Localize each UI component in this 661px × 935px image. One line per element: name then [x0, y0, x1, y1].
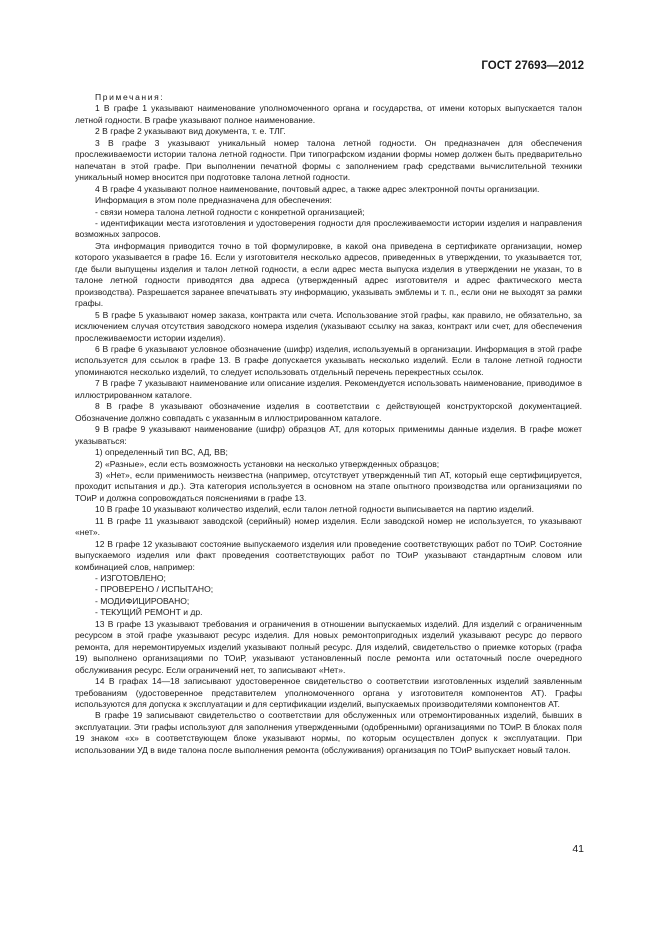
note-paragraph: 6 В графе 6 указывают условное обозначение (шифр) изделия, используемый в организации. Информация в этой графе используется для ссылок в графе 13. В графе допускается указывать несколько изделий. Если в талоне летной годности упоминаются несколько изделий, то следует использовать отдельный перечень перекрестных ссылок. — [75, 343, 582, 377]
note-paragraph: 10 В графе 10 указывают количество изделий, если талон летной годности выписывается на партию изделий. — [95, 504, 534, 515]
page-number: 41 — [572, 843, 584, 855]
note-list-item: - МОДИФИЦИРОВАНО; — [95, 595, 190, 606]
note-paragraph: 12 В графе 12 указывают состояние выпускаемого изделия или проведение соответствующих работ по ТОиР. Состояние выпускаемого изделия или факт проведения соответствующих работ по ТОиР указывают стандартным словом или комбинацией слов, например: — [75, 538, 582, 572]
notes-body — [75, 92, 582, 756]
note-list-item: 1) определенный тип ВС, АД, ВВ; — [95, 447, 228, 458]
note-paragraph: 1 В графе 1 указывают наименование уполномоченного органа и государства, от имени которых выпускается талон летной годности. В графе указывают полное наименование. — [75, 103, 582, 125]
note-paragraph: Информация в этом поле предназначена для обеспечения: — [95, 195, 332, 206]
note-list-item: - связи номера талона летной годности с конкретной организацией; — [95, 206, 365, 217]
note-paragraph: 8 В графе 8 указывают обозначение изделия в соответствии с действующей конструкторской документацией. Обозначение должно совпадать с указанным в иллюстрированном каталоге. — [75, 401, 582, 423]
note-paragraph: 2 В графе 2 указывают вид документа, т. е. ТЛГ. — [95, 126, 286, 137]
standard-code: ГОСТ 27693—2012 — [481, 60, 584, 72]
note-paragraph: 4 В графе 4 указывают полное наименование, почтовый адрес, а также адрес электронной почты организации. — [95, 183, 540, 194]
note-paragraph: 11 В графе 11 указывают заводской (серийный) номер изделия. Если заводской номер не используется, то указывают «нет». — [75, 515, 582, 538]
note-paragraph: 9 В графе 9 указывают наименование (шифр) образцов АТ, для которых применимы данные изделия. В графе может указываться: — [75, 424, 582, 446]
note-list-item: 2) «Разные», если есть возможность установки на несколько утвержденных образцов; — [95, 458, 440, 469]
note-list-item: - ПРОВЕРЕНО / ИСПЫТАНО; — [95, 584, 214, 595]
note-list-item: - ИЗГОТОВЛЕНО; — [95, 573, 166, 584]
note-paragraph: 5 В графе 5 указывают номер заказа, контракта или счета. Использование этой графы, как правило, не обязательно, за исключением случая отсутствия заводского номера изделия (указывают ссылку на заказ, контракт или счет, для обеспечения прослеживаемости истории изделия). — [75, 309, 582, 343]
note-paragraph: Эта информация приводится точно в той формулировке, в какой она приведена в сертификате организации, номер которого указывается в графе 16. Если у изготовителя несколько адресов, приведенных в утверждении, то указывается тот, где были выпущены изделия и талон летной годности, а если адрес места выпуска изделия в утверждении не указан, то в талоне летной годности приводятся два адреса (утвержденный адрес изготовителя и адрес фактического места производства). Разрешается заранее впечатывать эту информацию, указывать эмблемы и т. п., если они не выходят за рамки графы. — [75, 240, 582, 309]
note-paragraph: 14 В графах 14—18 записывают удостоверенное свидетельство о соответствии изготовленных изделий заявленным требованиям (удостоверенное представителем уполномоченного органа у изготовителя компонентов АТ). Графы используются для допуска к эксплуатации и для сертификации изделий, выпускаемых производителями компонентов АТ. — [75, 676, 582, 710]
note-list-item: - идентификации места изготовления и удостоверения годности для прослеживаемости истории изделия и направления возможных запросов. — [75, 217, 582, 240]
note-paragraph: 7 В графе 7 указывают наименование или описание изделия. Рекомендуется использовать наименование, приводимое в иллюстрированном каталоге. — [75, 378, 582, 400]
note-paragraph: 13 В графе 13 указывают требования и ограничения в отношении выпускаемых изделий. Для изделий с ограниченным ресурсом в этой графе указывают ресурс изделия. Для новых ремонтопригодных изделий указывают ресурс до первого ремонта, для неремонтируемых изделий указывают полный ресурс. Для изделий, свидетельство о приемке которых (графа 19) выполнено организациями по ТОиР, указывают установленный после ремонта или остаточный после очередного обслуживания ресурс. Если ограничений нет, то записывают «Нет». — [75, 618, 582, 675]
note-list-item: 3) «Нет», если применимость неизвестна (например, отсутствует утвержденный тип АТ, который еще сертифицируется, проходит испытания и др.). Эта категория используется в основном на этапе опытного производства или организациями по ТОиР и должна сопровождаться пояснениями в графе 13. — [75, 469, 582, 503]
note-list-item: - ТЕКУЩИЙ РЕМОНТ и др. — [95, 607, 203, 618]
notes-title: Примечания: — [95, 92, 165, 102]
note-paragraph: 3 В графе 3 указывают уникальный номер талона летной годности. Он предназначен для обеспечения прослеживаемости истории талона летной годности. При типографском издании формы номер должен быть предварительно напечатан в этой графе. При выполнении печатной формы с заполнением граф средствами вычислительной техники уникальный номер вносится при подготовке талона летной годности. — [75, 137, 582, 183]
note-paragraph: В графе 19 записывают свидетельство о соответствии для обслуженных или отремонтированных изделий, бывших в эксплуатации. Эти графы используют для заполнения утвержденными (одобренными) организациями по ТОиР. В блоках поля 19 знаком «х» в соответствующем блоке указывают нормы, по которым осуществлен допуск к эксплуатации. При использовании УД в виде талона после выполнения ремонта (обслуживания) организация по ТОиР выпускает новый талон. — [75, 710, 582, 755]
